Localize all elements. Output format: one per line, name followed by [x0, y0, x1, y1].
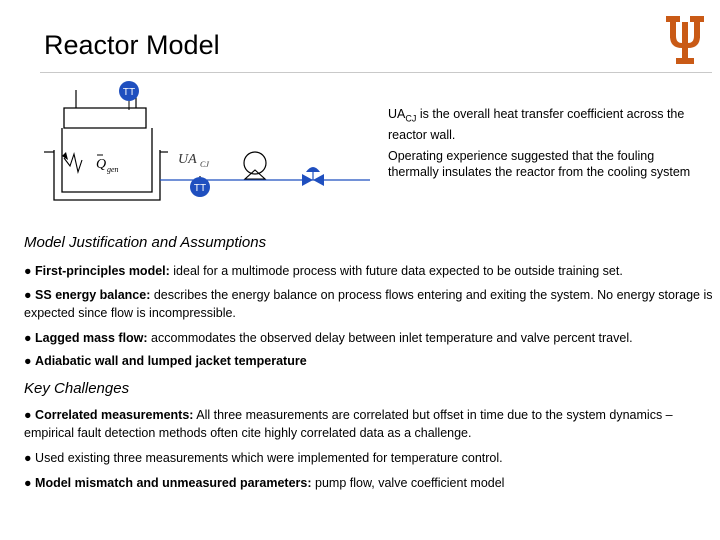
tt-top-label: TT — [122, 87, 136, 98]
ua-cj-label: UA — [178, 152, 197, 167]
title-divider — [40, 72, 712, 73]
tt-bottom-label: TT — [193, 183, 207, 194]
list-item: ● Used existing three measurements which were implemented for temperature control. — [24, 451, 503, 465]
list-item: ● Lagged mass flow: accommodates the observed delay between inlet temperature and valve percent travel. — [24, 331, 633, 345]
list-item: ● Adiabatic wall and lumped jacket temperature — [24, 354, 307, 368]
list-item: ● SS energy balance: describes the energy balance on process flows entering and exiting the system. No energy storage is expected since flow is incompressible. — [24, 288, 713, 320]
reactor-lid — [64, 108, 146, 128]
university-logo-icon — [664, 14, 706, 66]
ua-cj-subscript: CJ — [200, 160, 209, 169]
justification-heading: Model Justification and Assumptions — [24, 234, 267, 251]
fouling-description: Operating experience suggested that the fouling thermally insulates the reactor from the cooling system — [388, 149, 691, 179]
reactor-diagram — [40, 80, 380, 225]
challenges-heading: Key Challenges — [24, 380, 130, 397]
list-item: ● Correlated measurements: All three measurements are correlated but offset in time due to the system dynamics – empirical fault detection methods often cite highly correlated data as a challenge. — [24, 408, 673, 440]
q-gen-label: Q — [96, 157, 107, 172]
ua-description: $UA_{CJ}$ is the overall heat transfer coefficient across the reactor wall. — [388, 107, 685, 142]
list-item: ● First-principles model: ideal for a multimode process with future data expected to be outside training set. — [24, 264, 623, 278]
q-gen-subscript: gen — [107, 165, 119, 174]
list-item: ● Model mismatch and unmeasured parameters: pump flow, valve coefficient model — [24, 476, 505, 490]
page-title: Reactor Model — [44, 30, 220, 60]
